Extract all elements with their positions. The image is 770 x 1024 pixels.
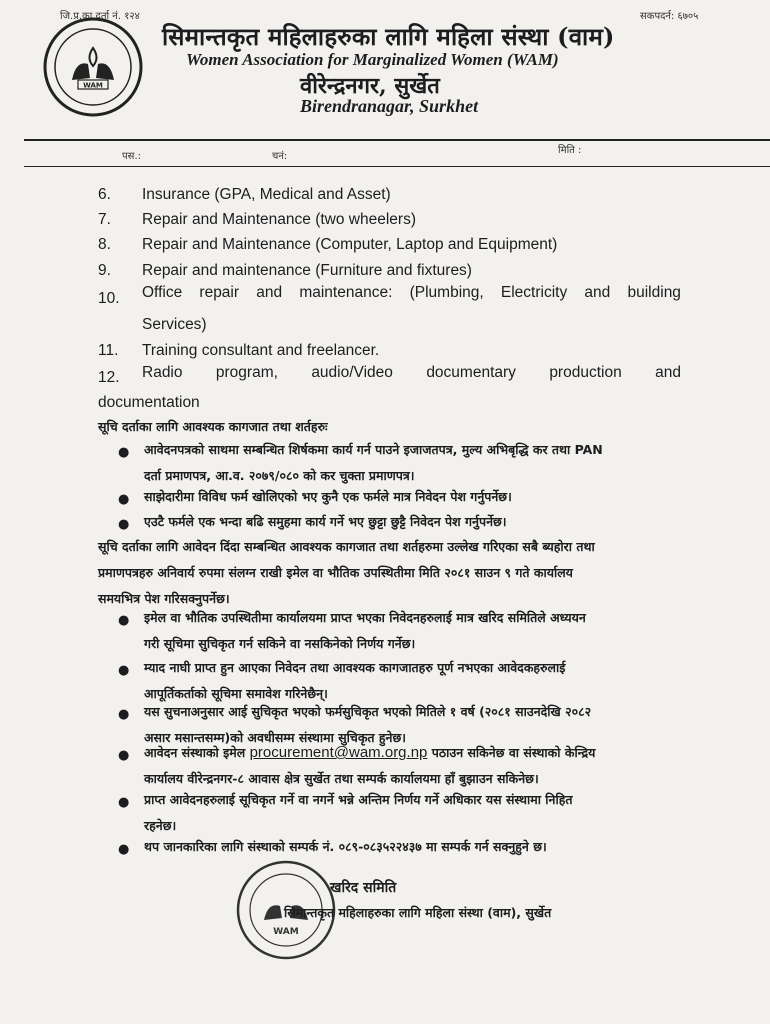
bullet: ●	[118, 517, 130, 532]
signature-title: खरिद समिति	[330, 880, 397, 896]
pan-number: सकपदर्न: ६७०५	[640, 11, 699, 22]
submission-paragraph: सूचि दर्ताका लागि आवेदन दिंदा सम्बन्धित आवश्यक कागजात तथा शर्तहरुमा उल्लेख गरिएका सबै ब्यहोरा तथा प्रमाणपत्रहरु अनिवार्य रुपमा संलग्न राखी इमेल वा भौतिक उपस्थितीमा मिति २०८१ साउन ९ गते कार्यालय समयभित्र पेश गरिसक्नुपर्नेछ।	[98, 539, 595, 606]
date-label: मिति :	[558, 145, 582, 156]
list-item: म्याद नाघी प्राप्त हुन आएका निवेदन तथा आवश्यक कागजातहरु पूर्ण नभएका आवेदकहरुलाई आपूर्तिकर्ताको सूचिमा समावेश गरिनेछैन्।	[144, 660, 566, 701]
list-item: इमेल वा भौतिक उपस्थितीमा कार्यालयमा प्राप्त भएका निवेदनहरुलाई मात्र खरिद समितिले अध्ययन गरी सूचिमा सुचिकृत गर्न सकिने वा नसकिनेको निर्णय गर्नेछ।	[144, 610, 586, 651]
bullet: ●	[118, 842, 130, 857]
svg-text:WAM: WAM	[273, 927, 299, 937]
list-item: आवेदनपत्रको साथमा सम्बन्धित शिर्षकमा कार्य गर्न पाउने इजाजतपत्र, मुल्य अभिबृद्धि कर तथा PAN दर्ता प्रमाणपत्र, आ.व. २०७९/०८० को कर चुक्ता प्रमाणपत्र।	[144, 442, 603, 483]
svg-text:WAM: WAM	[83, 81, 103, 90]
organization-name-nepali: सिमान्तकृत महिलाहरुका लागि महिला संस्था (वाम)	[162, 22, 615, 51]
list-item: आवेदन संस्थाको इमेल procurement@wam.org.np पठाउन सकिनेछ वा संस्थाको केन्द्रिय कार्यालय वीरेन्द्रनगर-८ आवास क्षेत्र सुर्खेत तथा सम्पर्क कार्यालयमा हाँ बुझाउन सकिनेछ।	[144, 744, 596, 786]
organization-name-english: Women Association for Marginalized Women (WAM)	[186, 50, 559, 69]
header-divider	[24, 139, 770, 141]
city-english: Birendranagar, Surkhet	[300, 96, 479, 116]
list-item: एउटै फर्मले एक भन्दा बढि समुहमा कार्य गर्ने भए छुट्टा छुट्टै निवेदन पेश गर्नुपर्नेछ।	[144, 514, 507, 529]
reference-label: पस.:	[122, 151, 141, 162]
requirements-heading: सूचि दर्ताका लागि आवश्यक कागजात तथा शर्तहरुः	[98, 419, 328, 434]
bullet: ●	[118, 707, 130, 722]
reference-divider	[24, 166, 770, 167]
signature-organization: सिमान्तकृत महिलाहरुका लागि महिला संस्था (वाम), सुर्खेत	[284, 905, 552, 920]
registration-number: जि.प्र.का.दर्ता नं. १२४	[60, 11, 140, 22]
list-item: प्राप्त आवेदनहरुलाई सूचिकृत गर्ने वा नगर्ने भन्ने अन्तिम निर्णय गर्ने अधिकार यस संस्थामा निहित रहनेछ।	[144, 792, 573, 833]
bullet: ●	[118, 748, 130, 763]
bullet: ●	[118, 663, 130, 678]
city-nepali: वीरेन्द्रनगर, सुर्खेत	[300, 73, 440, 99]
bullet: ●	[118, 795, 130, 810]
list-item: साझेदारीमा विविध फर्म खोलिएको भए कुनै एक फर्मले मात्र निवेदन पेश गर्नुपर्नेछ।	[144, 489, 512, 504]
bullet: ●	[118, 445, 130, 460]
organization-logo	[42, 16, 144, 118]
bullet: ●	[118, 613, 130, 628]
list-item: थप जानकारिका लागि संस्थाको सम्पर्क नं. ०८९-०८३५२२४३७ मा सम्पर्क गर्न सक्नुहुने छ।	[144, 839, 547, 854]
list-item: यस सुचनाअनुसार आई सुचिकृत भएको फर्मसुचिकृत भएको मितिले १ वर्ष (२०८१ साउनदेखि २०८२ असार मसान्तसम्म)को अवधीसम्म संस्थामा सुचिकृत हुनेछ।	[144, 704, 592, 745]
dispatch-label: चनं:	[272, 151, 288, 162]
email-link[interactable]: procurement@wam.org.np	[249, 744, 428, 761]
bullet: ●	[118, 492, 130, 507]
